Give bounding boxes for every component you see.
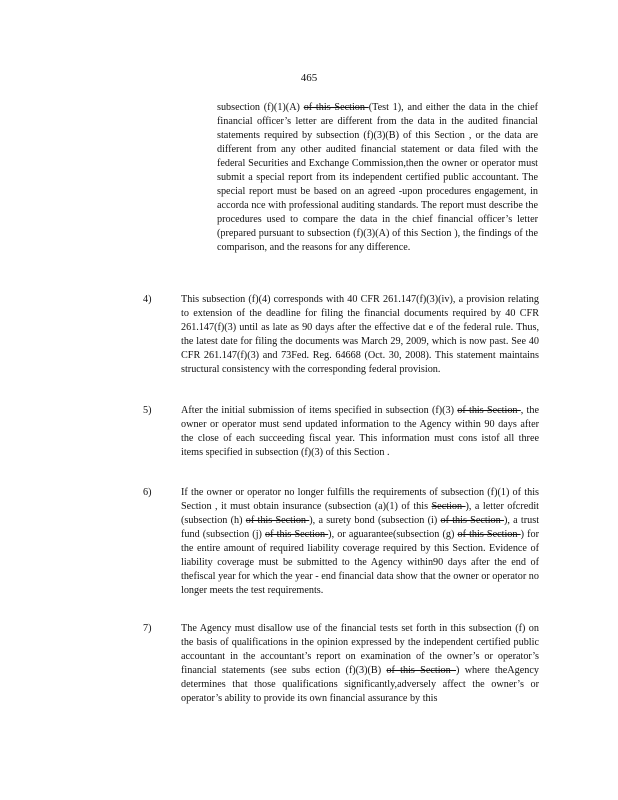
struck-text: of this Section <box>303 102 369 113</box>
struck-text: of this Section <box>265 529 329 540</box>
item-number: 6) <box>143 487 152 498</box>
item-text: The Agency must disallow use of the financial tests set forth in this subsection (f) on the basis of qualifications in the opinion expressed by the independent certified public accountant in the accountant’s report on examination of the owner’s or operator’s financial statements (see subs ection (f)(3)(B) of this Section ) where theAgency determines that those qualifications significantly,adversely affect the owner’s or operator’s ability to provide its own financial assurance by this <box>181 623 539 704</box>
struck-text: of this Section <box>386 665 457 676</box>
item-text: After the initial submission of items specified in subsection (f)(3) of this Section , the owner or operator must send updated information to the Agency within 90 days after the close of each succeeding fiscal year. This information must cons istof all three items specified in subsection (f)(3) of this Section . <box>181 405 539 458</box>
item-number: 5) <box>143 405 152 416</box>
struck-text: of this Section <box>440 515 504 526</box>
page-number: 465 <box>300 72 318 84</box>
struck-text: Section <box>431 501 466 512</box>
item-text: This subsection (f)(4) corresponds with 40 CFR 261.147(f)(3)(iv), a provision relating to extension of the deadline for filing the financial documents required by 40 CFR 261.147(f)(3) until as late as 90 days after the effective dat e of the federal rule. Thus, the latest date for filing the documents was March 29, 2009, which is now past. See 40 CFR 261.147(f)(3) and 73Fed. Reg. 64668 (Oct. 30, 2008). This statement maintains structural consistency with the corresponding federal provision. <box>181 294 539 375</box>
struck-text: of this Section <box>457 405 521 416</box>
struck-text: of this Section <box>245 515 310 526</box>
item-number: 7) <box>143 623 152 634</box>
item-number: 4) <box>143 294 152 305</box>
continuation-paragraph: subsection (f)(1)(A) of this Section (Test 1), and either the data in the chief financial officer’s letter are different from the data in the audited financial statements required by subsection (f)(3)(B) of this Section , or the data are different from any other audited financial statement or data filed with the federal Securities and Exchange Commission,then the owner or operator must submit a special report from its independent certified public accountant. The special report must be based on an agreed -upon procedures engagement, in accorda nce with professional auditing standards. The report must describe the procedures used to compare the data in the chief financial officer’s letter (prepared pursuant to subsection (f)(3)(A) of this Section ), the findings of the comparison, and the reasons for any difference. <box>217 102 538 253</box>
struck-text: of this Section <box>457 529 521 540</box>
item-text: If the owner or operator no longer fulfills the requirements of subsection (f)(1) of this Section , it must obtain insurance (subsection (a)(1) of this Section ), a letter ofcredit (subsection (h) of this Section ), a surety bond (subsection (i) of this Section ), a trust fund (subsection (j) of this Section ), or aguarantee(subsection (g) of this Section ) for the entire amount of required liability coverage required by this Section. Evidence of liability coverage must be submitted to the Agency within90 days after the end of thefiscal year for which the year - end financial data show that the owner or operator no longer meets the test requirements. <box>181 487 540 596</box>
